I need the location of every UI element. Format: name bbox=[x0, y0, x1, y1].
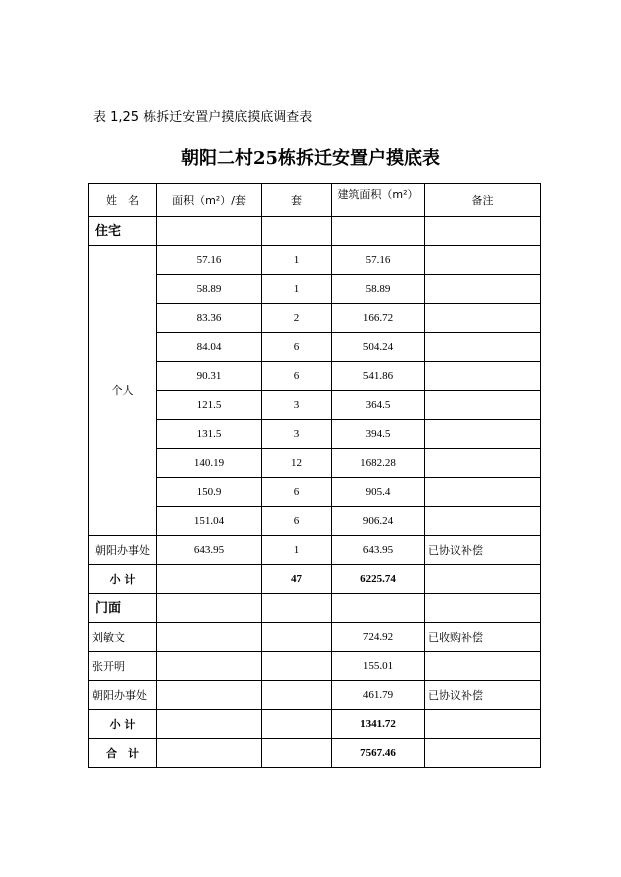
remark-cell bbox=[425, 507, 541, 536]
table-row bbox=[89, 420, 541, 449]
table-row bbox=[89, 333, 541, 362]
area-cell: 150.9 bbox=[157, 478, 262, 507]
area-cell: 643.95 bbox=[157, 536, 262, 565]
total-cell: 364.5 bbox=[332, 391, 425, 420]
area-cell: 84.04 bbox=[157, 333, 262, 362]
total-cell: 643.95 bbox=[332, 536, 425, 565]
area-cell: 83.36 bbox=[157, 304, 262, 333]
header-build-area bbox=[332, 184, 425, 217]
table-row bbox=[89, 304, 541, 333]
individual-label: 个人 bbox=[89, 246, 157, 536]
remark-cell bbox=[425, 275, 541, 304]
units-cell: 6 bbox=[262, 507, 332, 536]
header-units: 套 bbox=[262, 184, 332, 217]
section-row-residential bbox=[89, 217, 541, 246]
units-cell: 6 bbox=[262, 333, 332, 362]
name-cell: 张开明 bbox=[89, 652, 157, 681]
subtotal-label: 小 计 bbox=[89, 710, 157, 739]
total-cell: 155.01 bbox=[332, 652, 425, 681]
area-cell: 57.16 bbox=[157, 246, 262, 275]
remark-cell bbox=[425, 246, 541, 275]
total-cell: 166.72 bbox=[332, 304, 425, 333]
subtotal-row-residential bbox=[89, 565, 541, 594]
survey-table bbox=[88, 183, 541, 768]
header-remarks: 备注 bbox=[425, 184, 541, 217]
table-row bbox=[89, 478, 541, 507]
area-cell: 151.04 bbox=[157, 507, 262, 536]
table-row bbox=[89, 391, 541, 420]
area-cell: 131.5 bbox=[157, 420, 262, 449]
units-cell: 3 bbox=[262, 420, 332, 449]
units-cell: 12 bbox=[262, 449, 332, 478]
table-row bbox=[89, 246, 541, 275]
area-cell: 121.5 bbox=[157, 391, 262, 420]
units-cell: 2 bbox=[262, 304, 332, 333]
subtotal-units: 47 bbox=[262, 565, 332, 594]
remark-cell bbox=[425, 333, 541, 362]
section-label-residential: 住宅 bbox=[89, 217, 157, 246]
section-row-storefront bbox=[89, 594, 541, 623]
name-cell: 朝阳办事处 bbox=[89, 681, 157, 710]
area-cell: 58.89 bbox=[157, 275, 262, 304]
table-row bbox=[89, 623, 541, 652]
grand-total-row bbox=[89, 739, 541, 768]
remark-cell bbox=[425, 420, 541, 449]
grand-total-value: 7567.46 bbox=[332, 739, 425, 768]
section-label-storefront: 门面 bbox=[89, 594, 157, 623]
total-cell: 905.4 bbox=[332, 478, 425, 507]
area-cell: 140.19 bbox=[157, 449, 262, 478]
units-cell: 3 bbox=[262, 391, 332, 420]
table-row bbox=[89, 507, 541, 536]
table-row bbox=[89, 681, 541, 710]
total-cell: 1682.28 bbox=[332, 449, 425, 478]
remark-cell bbox=[425, 478, 541, 507]
remark-cell: 已协议补偿 bbox=[425, 536, 541, 565]
page-title: 朝阳二村25栋拆迁安置户摸底表 bbox=[180, 148, 441, 169]
total-cell: 541.86 bbox=[332, 362, 425, 391]
units-cell: 1 bbox=[262, 246, 332, 275]
area-cell: 90.31 bbox=[157, 362, 262, 391]
subtotal-label: 小 计 bbox=[89, 565, 157, 594]
table-row bbox=[89, 362, 541, 391]
total-cell: 724.92 bbox=[332, 623, 425, 652]
subtotal-total: 1341.72 bbox=[332, 710, 425, 739]
header-name: 姓 名 bbox=[89, 184, 157, 217]
subtotal-total: 6225.74 bbox=[332, 565, 425, 594]
table-row-office bbox=[89, 536, 541, 565]
units-cell: 1 bbox=[262, 275, 332, 304]
units-cell: 1 bbox=[262, 536, 332, 565]
name-cell: 刘敏文 bbox=[89, 623, 157, 652]
units-cell: 6 bbox=[262, 478, 332, 507]
table-row bbox=[89, 449, 541, 478]
remark-cell bbox=[425, 449, 541, 478]
remark-cell bbox=[425, 652, 541, 681]
name-cell: 朝阳办事处 bbox=[89, 536, 157, 565]
remark-cell: 已收购补偿 bbox=[425, 623, 541, 652]
table-row bbox=[89, 275, 541, 304]
total-cell: 906.24 bbox=[332, 507, 425, 536]
remark-cell bbox=[425, 362, 541, 391]
units-cell: 6 bbox=[262, 362, 332, 391]
total-cell: 57.16 bbox=[332, 246, 425, 275]
total-cell: 394.5 bbox=[332, 420, 425, 449]
total-cell: 461.79 bbox=[332, 681, 425, 710]
total-cell: 504.24 bbox=[332, 333, 425, 362]
subtotal-row-storefront bbox=[89, 710, 541, 739]
remark-cell bbox=[425, 304, 541, 333]
table-row bbox=[89, 652, 541, 681]
header-area-per-unit: 面积（m²）/套 bbox=[157, 184, 262, 217]
table-caption: 表 1,25 栋拆迁安置户摸底摸底调查表 bbox=[93, 110, 313, 125]
header-build-area-label: 建筑面积（m²） bbox=[337, 187, 419, 201]
remark-cell bbox=[425, 391, 541, 420]
total-cell: 58.89 bbox=[332, 275, 425, 304]
grand-total-label: 合 计 bbox=[89, 739, 157, 768]
remark-cell: 已协议补偿 bbox=[425, 681, 541, 710]
header-row bbox=[89, 184, 541, 217]
